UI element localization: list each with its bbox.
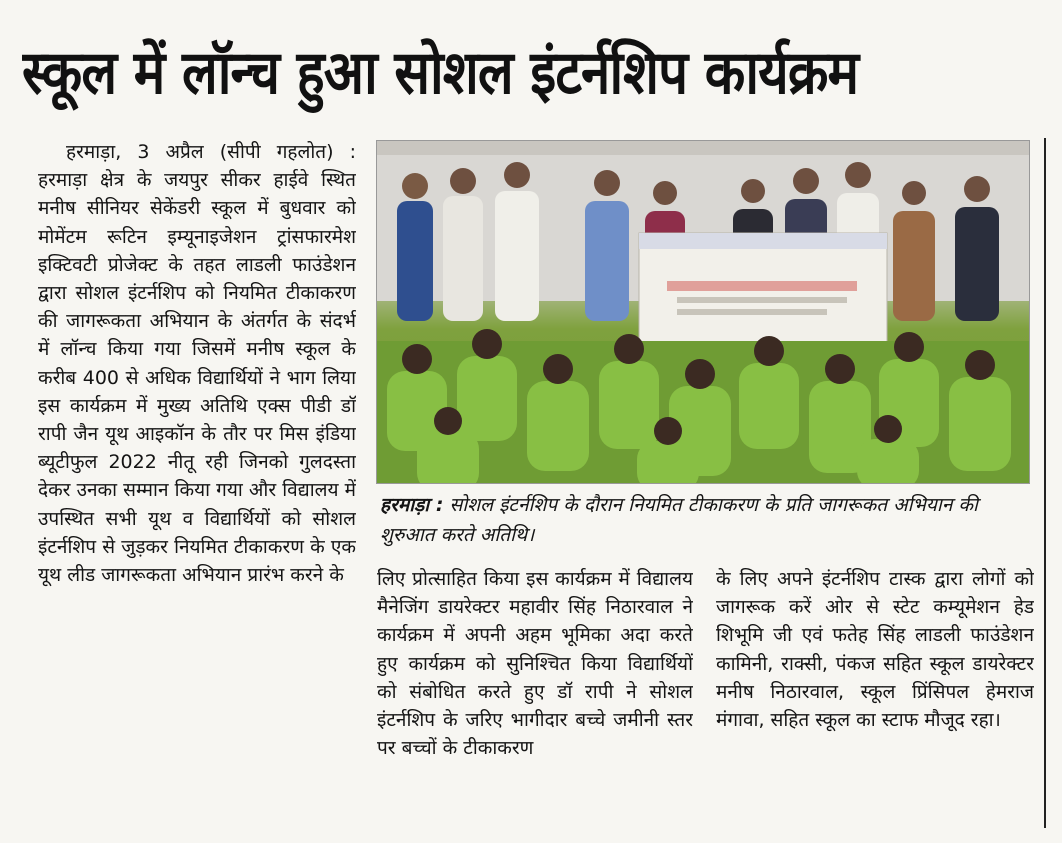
- caption-text: सोशल इंटर्नशिप के दौरान नियमित टीकाकरण के प्रति जागरूकत अभियान की शुरुआत करते अतिथि।: [380, 494, 978, 546]
- headline: स्कूल में लॉन्च हुआ सोशल इंटर्नशिप कार्यक्रम: [22, 38, 859, 108]
- news-photo: [376, 140, 1030, 484]
- column-2-text: लिए प्रोत्साहित किया इस कार्यक्रम में विद्यालय मैनेजिंग डायरेक्टर महावीर सिंह निठारवाल ने कार्यक्रम में अपनी अहम भूमिका अदा करते हुए कार्यक्रम को सुनिश्चित किया विद्यार्थियों को संबोधित करते हुए डॉ रापी ने सोशल इंटर्नशिप के जरिए भागीदार बच्चे जमीनी स्तर पर बच्चों के टीकाकरण: [377, 568, 693, 760]
- column-3-text: के लिए अपने इंटर्नशिप टास्क द्वारा लोगों को जागरूक करें ओर से स्टेट कम्यूमेशन हेड शिभूमि जी एवं फतेह सिंह लाडली फाउंडेशन कामिनी, राक्सी, पंकज सहित स्कूल डायरेक्टर मनीष निठारवाल, स्कूल प्रिंसिपल हेमराज मंगावा, सहित स्कूल का स्टाफ मौजूद रहा।: [716, 568, 1034, 732]
- article-column-2: [377, 565, 693, 835]
- caption-place: हरमाड़ा :: [380, 494, 444, 516]
- column-1-text: हरमाड़ा, 3 अप्रैल (सीपी गहलोत) : हरमाड़ा क्षेत्र के जयपुर सीकर हाईवे स्थित मनीष सीनियर सेकेंडरी स्कूल में बुधवार को मोमेंटम रूटिन इम्यूनाइजेशन ट्रांसफारमेश इक्टिवटी प्रोजेक्ट के तहत लाडली फाउंडेशन द्वारा सोशल इंटर्नशिप को नियमित टीकाकरण की जागरूकता अभियान के अंतर्गत के संदर्भ में लॉन्च किया गया जिसमें मनीष स्कूल के करीब 400 से अधिक विद्यार्थियों ने भाग लिया इस कार्यक्रम में मुख्य अतिथि एक्स पीडी डॉ रापी जैन यूथ आइकॉन के तौर पर मिस इंडिया ब्यूटीफुल 2022 नीतू रही जिनको गुलदस्ता देकर उनका सम्मान किया गया और विद्यालय में उपस्थित सभी यूथ व विद्यार्थियों को सोशल इंटर्नशिप से जुड़कर नियमित टीकाकरण के एक यूथ लीड जागरूकता अभियान प्रारंभ करने के: [38, 141, 356, 587]
- photo-caption: [380, 490, 1030, 560]
- article-column-3: [716, 565, 1034, 835]
- column-divider: [1044, 138, 1046, 828]
- article-column-1: [38, 138, 356, 828]
